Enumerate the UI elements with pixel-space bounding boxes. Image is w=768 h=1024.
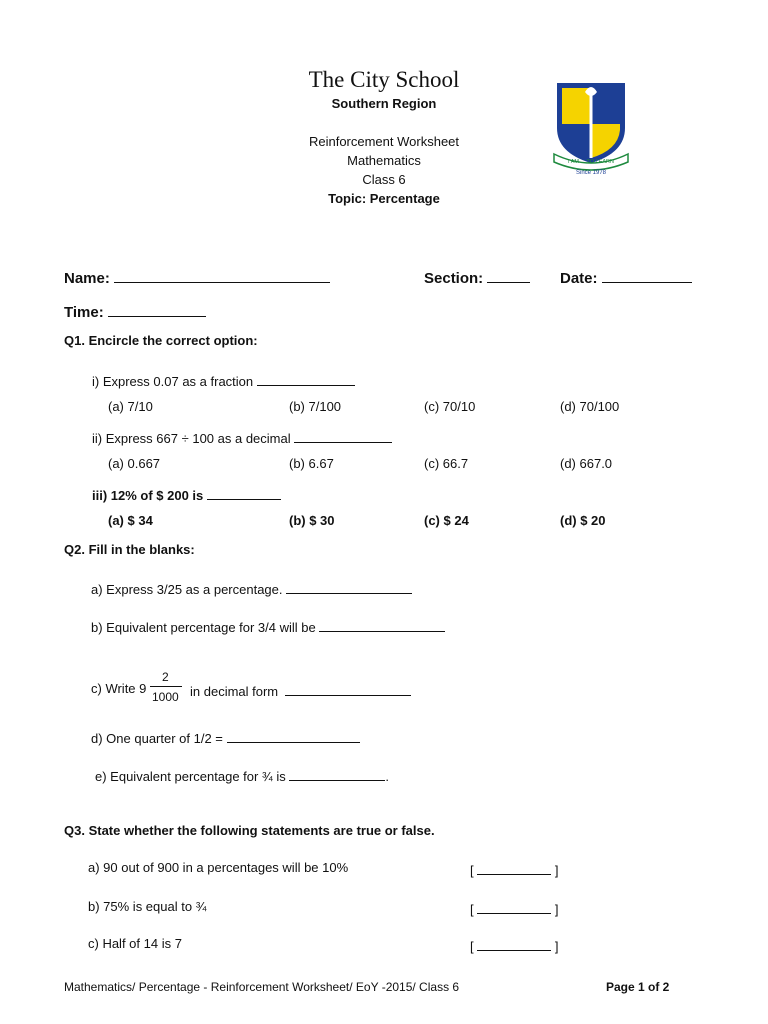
q2-item-c-blank[interactable]: [285, 681, 411, 696]
worksheet-title: Reinforcement Worksheet: [308, 134, 460, 149]
q1-item-2-option-b[interactable]: (b) 6.67: [289, 456, 334, 471]
q1-item-2-option-d[interactable]: (d) 667.0: [560, 456, 613, 471]
section-blank[interactable]: [487, 268, 530, 283]
q3-title: Q3. State whether the following statements are true or false.: [64, 823, 435, 838]
q2-item-d: [91, 728, 360, 746]
date-label: Date:: [560, 270, 598, 287]
q1-title: Q1. Encircle the correct option:: [64, 333, 258, 348]
q2-item-e: [95, 766, 389, 784]
name-blank[interactable]: [114, 268, 330, 283]
q2-item-c-numerator: 2: [162, 670, 169, 684]
q1-item-3-option-d[interactable]: (d) $ 20: [560, 513, 606, 528]
q3-item-b-answer[interactable]: [470, 899, 559, 917]
q3-item-a-bracket-open: [: [470, 863, 474, 878]
q1-item-1-option-d[interactable]: (d) 70/100: [560, 399, 620, 414]
class-label: Class 6: [362, 172, 406, 187]
q3-item-c-bracket-open: [: [470, 939, 474, 954]
time-blank[interactable]: [108, 302, 206, 317]
q1-item-2-option-a[interactable]: (a) 0.667: [108, 456, 161, 471]
q1-item-2: [92, 428, 392, 446]
q2-item-e-text: e) Equivalent percentage for ¾ is: [95, 769, 286, 784]
q1-item-3-stem: iii) 12% of $ 200 is: [92, 488, 204, 503]
q2-item-a: [91, 579, 412, 597]
q2-item-e-period: .: [385, 769, 390, 784]
q3-item-c-bracket-close: ]: [554, 939, 559, 954]
q3-item-a-answer[interactable]: [470, 860, 559, 878]
time-label: Time:: [64, 304, 104, 321]
q3-item-b-bracket-open: [: [470, 902, 474, 917]
q3-item-a: a) 90 out of 900 in a percentages will be 10%: [88, 860, 349, 875]
footer-left: Mathematics/ Percentage - Reinforcement Worksheet/ EoY -2015/ Class 6: [64, 980, 460, 994]
q2-item-e-blank[interactable]: [289, 766, 385, 781]
q1-item-1-stem: i) Express 0.07 as a fraction: [92, 374, 254, 389]
section-label: Section:: [424, 270, 484, 287]
q2-item-d-blank[interactable]: [227, 728, 360, 743]
date-blank[interactable]: [602, 268, 692, 283]
q1-item-2-option-c[interactable]: (c) 66.7: [424, 456, 469, 471]
q3-item-b-blank[interactable]: [477, 899, 551, 914]
q2-item-c-prefix: c) Write 9: [91, 681, 147, 696]
q1-item-1-blank[interactable]: [257, 371, 355, 386]
q2-title: Q2. Fill in the blanks:: [64, 542, 195, 557]
q3-item-b-bracket-close: ]: [554, 902, 559, 917]
q3-item-c-blank[interactable]: [477, 936, 551, 951]
q1-item-3-blank[interactable]: [207, 485, 281, 500]
q1-item-2-stem: ii) Express 667 ÷ 100 as a decimal: [92, 431, 291, 446]
q1-item-1-option-a[interactable]: (a) 7/10: [108, 399, 153, 414]
q1-item-1: [92, 371, 355, 389]
section-field[interactable]: [424, 268, 530, 287]
q2-item-c-denominator: 1000: [152, 690, 179, 704]
q1-item-3-option-c[interactable]: (c) $ 24: [424, 513, 469, 528]
q3-item-b: b) 75% is equal to ¾: [88, 899, 207, 914]
school-name: The City School: [308, 67, 460, 92]
q1-item-1-option-b[interactable]: (b) 7/100: [289, 399, 342, 414]
date-field[interactable]: [560, 268, 692, 287]
school-logo: [550, 78, 632, 176]
q2-item-c-suffix: [190, 681, 411, 699]
region: Southern Region: [331, 96, 437, 111]
time-field[interactable]: [64, 302, 206, 321]
q3-item-c-answer[interactable]: [470, 936, 559, 954]
q1-item-1-option-c[interactable]: (c) 70/10: [424, 399, 476, 414]
q3-item-c: c) Half of 14 is 7: [88, 936, 182, 951]
q1-item-3-option-a[interactable]: (a) $ 34: [108, 513, 153, 528]
logo-motto: I AM . . TO LEARN: [568, 159, 614, 165]
q2-item-a-text: a) Express 3/25 as a percentage.: [91, 582, 283, 597]
q2-item-d-text: d) One quarter of 1/2 =: [91, 731, 223, 746]
q1-item-3-option-b[interactable]: (b) $ 30: [289, 513, 335, 528]
topic: Topic: Percentage: [328, 191, 440, 206]
q2-item-c-suffix-text: in decimal form: [190, 684, 279, 699]
q2-item-b: [91, 617, 445, 635]
q3-item-a-bracket-close: ]: [554, 863, 559, 878]
q2-item-b-blank[interactable]: [319, 617, 445, 632]
q2-item-a-blank[interactable]: [286, 579, 412, 594]
q2-item-b-text: b) Equivalent percentage for 3/4 will be: [91, 620, 316, 635]
q1-item-2-blank[interactable]: [294, 428, 392, 443]
q1-item-3: [92, 485, 281, 503]
q2-item-c-fraction-bar: [150, 686, 182, 687]
subject: Mathematics: [347, 153, 421, 168]
q3-item-a-blank[interactable]: [477, 860, 551, 875]
name-field[interactable]: [64, 268, 330, 287]
logo-since: Since 1978: [575, 170, 607, 176]
page-number: Page 1 of 2: [606, 980, 670, 994]
name-label: Name:: [64, 270, 110, 287]
